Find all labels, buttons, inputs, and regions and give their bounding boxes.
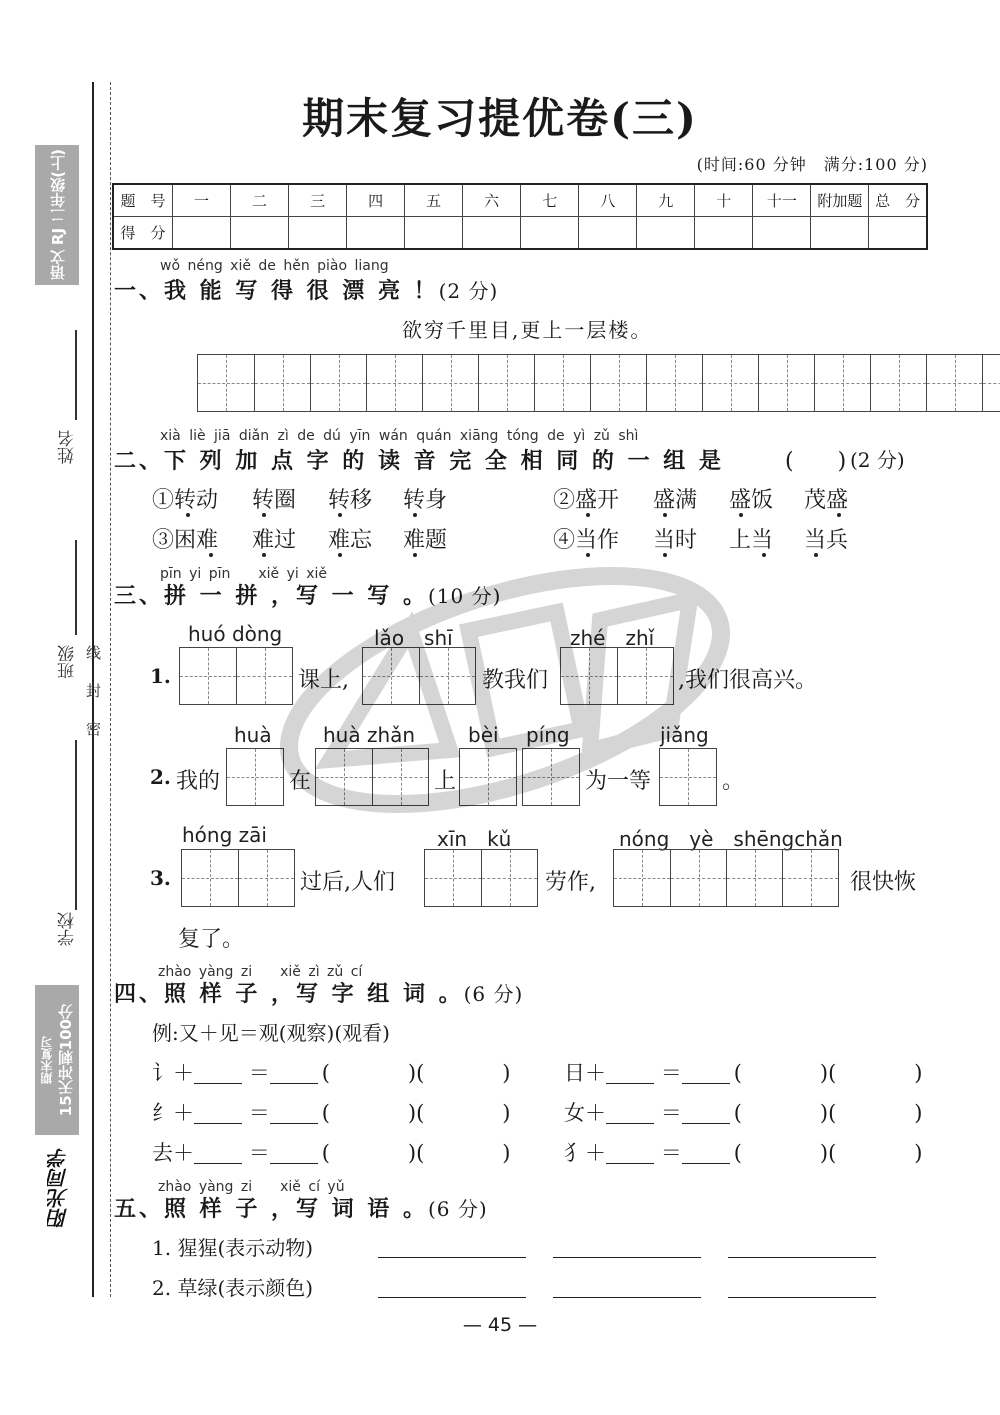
q4-blank-result[interactable] [682, 1103, 730, 1124]
q4-paren-open: ( [321, 1141, 330, 1165]
score-header-cell: 三 [289, 184, 347, 217]
score-cell[interactable] [579, 217, 637, 250]
q4-row [152, 1137, 511, 1167]
q3-l1-grid-1[interactable] [179, 647, 293, 705]
emphasis-dot [814, 553, 818, 557]
q5-heading-text: 五、照 样 子 ，写 词 语 。 [114, 1196, 428, 1222]
seal-char-3: 线 [86, 644, 102, 662]
q3-l2-text-1: 在 [289, 769, 312, 794]
emphasis-dot [338, 513, 342, 517]
grid-cell[interactable] [478, 355, 534, 411]
q4-paren-open: ( [416, 1061, 425, 1085]
grid-cell[interactable] [782, 850, 838, 906]
q4-equals: ＝ [660, 1061, 682, 1085]
q5-heading [114, 1192, 488, 1223]
q3-l2-pinyin-4: píng [526, 723, 570, 747]
q3-l3-pinyin-2: xīn kǔ [437, 827, 512, 851]
name-label: 姓名 [58, 430, 78, 464]
q4-blank-char[interactable] [606, 1103, 654, 1124]
q5-item-2: 2. 草绿(表示颜色) [152, 1276, 314, 1300]
q4-blank-char[interactable] [194, 1143, 242, 1164]
q4-item-label: 纟＋ [152, 1101, 194, 1125]
q2-opt2-a[interactable]: ②盛开 [553, 488, 620, 513]
q4-paren-close: ) [502, 1141, 511, 1165]
page-number: — 45 — [462, 1314, 538, 1336]
q5-item-2-blank-3[interactable] [728, 1297, 876, 1298]
q4-blank-char[interactable] [194, 1103, 242, 1124]
grid-cell[interactable] [366, 355, 422, 411]
emphasis-dot [837, 513, 841, 517]
grid-cell[interactable] [660, 749, 716, 805]
q5-pinyin: zhào yàng zi xiě cí yǔ [158, 1179, 345, 1195]
subject-tab [35, 145, 79, 285]
q4-blank-char[interactable] [606, 1143, 654, 1164]
brand-logo-text: 阳光同学 [46, 1147, 71, 1228]
score-header-cell: 八 [579, 184, 637, 217]
q2-opt3-b: 难过 [252, 528, 297, 553]
q1-writing-grid[interactable] [197, 354, 1000, 412]
q4-blank-result[interactable] [682, 1143, 730, 1164]
q3-l1-grid-3[interactable] [560, 647, 674, 705]
grid-cell[interactable] [614, 850, 670, 906]
q4-paren-open: ( [416, 1101, 425, 1125]
q4-paren-close: ) [407, 1061, 417, 1085]
series-tab [35, 985, 79, 1135]
score-header-cell: 十 [695, 184, 753, 217]
score-header-cell: 总 分 [869, 184, 927, 217]
grid-cell[interactable] [310, 355, 366, 411]
q4-heading-text: 四、照 样 子 ，写 字 组 词 。 [114, 981, 464, 1007]
q3-l2-grid-1[interactable] [226, 748, 284, 806]
q3-l2-prefix: 我的 [176, 769, 221, 794]
score-header-row [113, 184, 927, 217]
grid-cell[interactable] [180, 648, 236, 704]
q2-heading: 二、下 列 加 点 字 的 读 音 完 全 相 同 的 一 组 是 [114, 448, 724, 474]
q4-item-label: 犭＋ [564, 1141, 606, 1165]
q1-poem: 欲穷千里目,更上一层楼。 [402, 318, 653, 342]
q3-l3-pinyin-3: nóng yè shēngchǎn [619, 827, 843, 851]
q4-paren-close: ) [819, 1101, 829, 1125]
q3-l2-pinyin-3: bèi [468, 723, 499, 747]
q3-l1-text-1: 课上, [298, 668, 349, 693]
grid-cell[interactable] [726, 850, 782, 906]
page-title: 期末复习提优卷(三) [302, 94, 698, 143]
score-cell[interactable] [231, 217, 289, 250]
class-label: 班级 [58, 645, 78, 679]
q4-row [564, 1057, 923, 1087]
grid-cell[interactable] [982, 355, 1000, 411]
q2-opt1-a[interactable]: ①转动 [152, 488, 219, 513]
q1-pinyin: wǒ néng xiě de hěn piào liang [160, 258, 389, 274]
grid-cell[interactable] [363, 648, 419, 704]
series-tab-text-2: 15天冲刺100分 [57, 1003, 75, 1117]
q4-paren-close: ) [407, 1141, 417, 1165]
q5-item-1-blank-2[interactable] [553, 1257, 701, 1258]
q5-points: (6 分) [427, 1197, 488, 1221]
emphasis-dot [663, 553, 667, 557]
score-cell[interactable] [521, 217, 579, 250]
q4-blank-result[interactable] [270, 1103, 318, 1124]
grid-cell[interactable] [758, 355, 814, 411]
q4-pinyin: zhào yàng zi xiě zì zǔ cí [158, 964, 363, 980]
grid-cell[interactable] [814, 355, 870, 411]
q4-paren-close: ) [914, 1061, 923, 1085]
q3-l1-pinyin-1: huó dòng [188, 622, 283, 646]
score-header-cell: 六 [463, 184, 521, 217]
grid-cell[interactable] [702, 355, 758, 411]
q4-paren-open: ( [828, 1061, 837, 1085]
score-header-cell: 十一 [753, 184, 811, 217]
score-header-cell: 题 号 [113, 184, 173, 217]
q4-row [152, 1097, 511, 1127]
q3-l2-pinyin-2: huà zhǎn [323, 723, 416, 747]
q5-item-2-blank-2[interactable] [553, 1297, 701, 1298]
q4-equals: ＝ [248, 1141, 270, 1165]
grid-cell[interactable] [617, 648, 673, 704]
score-header-cell: 九 [637, 184, 695, 217]
q2-opt2-c: 盛饭 [729, 488, 774, 513]
grid-cell[interactable] [422, 355, 478, 411]
q3-l1-text-3: ,我们很高兴。 [678, 668, 817, 693]
grid-cell[interactable] [182, 850, 238, 906]
q2-pinyin: xià liè jiā diǎn zì de dú yīn wán quán xiāng tóng de yì zǔ shì [160, 428, 639, 444]
q3-l1-grid-2[interactable] [362, 647, 476, 705]
score-cell[interactable] [463, 217, 521, 250]
q4-blank-result[interactable] [270, 1063, 318, 1084]
q3-l2-number: 2. [150, 765, 171, 789]
emphasis-dot [663, 513, 667, 517]
score-cell[interactable] [637, 217, 695, 250]
school-label: 学校 [58, 912, 78, 946]
grid-cell[interactable] [460, 749, 516, 805]
q2-opt3-d: 难题 [403, 528, 448, 553]
q3-l3-text-3: 很快恢 [850, 870, 917, 895]
q4-row [564, 1137, 923, 1167]
q4-item-label: 女＋ [564, 1101, 606, 1125]
q3-l2-grid-3[interactable] [459, 748, 517, 806]
q3-l3-pinyin-1: hóng zāi [182, 823, 267, 847]
q3-l2-text-4: 。 [722, 769, 745, 794]
q2-opt4-b: 当时 [653, 528, 698, 553]
q3-l2-grid-2[interactable] [315, 748, 429, 806]
grid-cell[interactable] [372, 749, 428, 805]
q4-paren-open: ( [733, 1101, 742, 1125]
score-cell[interactable] [347, 217, 405, 250]
q2-opt3-a[interactable]: ③困难 [152, 528, 219, 553]
grid-cell[interactable] [534, 355, 590, 411]
score-header-cell: 一 [173, 184, 231, 217]
q4-paren-open: ( [828, 1101, 837, 1125]
emphasis-dot [209, 553, 213, 557]
q5-item-1-blank-1[interactable] [378, 1257, 526, 1258]
score-table [112, 183, 928, 250]
q4-heading [114, 977, 523, 1008]
q2-opt1-b: 转圈 [252, 488, 297, 513]
q2-opt3-c: 难忘 [328, 528, 373, 553]
seal-char-1: 密 [86, 720, 102, 738]
q4-blank-result[interactable] [682, 1063, 730, 1084]
q3-heading-text: 三、拼 一 拼 ，写 一 写 。 [114, 583, 428, 609]
score-cell[interactable] [173, 217, 231, 250]
emphasis-dot [762, 553, 766, 557]
q3-l3-grid-1[interactable] [181, 849, 295, 907]
q4-equals: ＝ [660, 1141, 682, 1165]
score-row-label: 得 分 [113, 217, 173, 250]
q4-paren-open: ( [416, 1141, 425, 1165]
q3-l2-text-2: 上 [434, 769, 457, 794]
q3-l2-grid-4[interactable] [522, 748, 580, 806]
q5-item-2-blank-1[interactable] [378, 1297, 526, 1298]
q1-heading [114, 274, 498, 305]
q4-equals: ＝ [248, 1061, 270, 1085]
q3-l3-text-2: 劳作, [545, 870, 596, 895]
grid-cell[interactable] [523, 749, 579, 805]
q2-opt1-d: 转身 [403, 488, 448, 513]
score-cell[interactable] [695, 217, 753, 250]
grid-cell[interactable] [227, 749, 283, 805]
score-value-row [113, 217, 927, 250]
q3-l1-pinyin-2: lǎo shī [374, 626, 453, 650]
grid-cell[interactable] [646, 355, 702, 411]
q2-answer-paren[interactable]: ( ) [785, 449, 847, 474]
grid-cell[interactable] [670, 850, 726, 906]
q4-paren-open: ( [733, 1141, 742, 1165]
emphasis-dot [186, 513, 190, 517]
grid-cell[interactable] [561, 648, 617, 704]
score-header-cell: 五 [405, 184, 463, 217]
q3-heading [114, 579, 501, 610]
q3-l2-grid-5[interactable] [659, 748, 717, 806]
q3-l1-number: 1. [150, 664, 171, 688]
score-cell[interactable] [405, 217, 463, 250]
q4-paren-close: ) [819, 1141, 829, 1165]
q4-equals: ＝ [248, 1101, 270, 1125]
q4-paren-open: ( [321, 1061, 330, 1085]
emphasis-dot [739, 513, 743, 517]
q4-item-label: 日＋ [564, 1061, 606, 1085]
grid-cell[interactable] [316, 749, 372, 805]
q4-points: (6 分) [463, 982, 524, 1006]
q4-paren-open: ( [733, 1061, 742, 1085]
score-cell[interactable] [811, 217, 869, 250]
q1-heading-text: 一、我 能 写 得 很 漂 亮 ！ [114, 278, 439, 304]
cut-line [110, 82, 111, 1297]
grid-cell[interactable] [481, 850, 537, 906]
q4-blank-result[interactable] [270, 1143, 318, 1164]
grid-cell[interactable] [236, 648, 292, 704]
grid-cell[interactable] [419, 648, 475, 704]
q2-points: (2 分) [850, 448, 905, 472]
score-cell[interactable] [869, 217, 927, 250]
grid-cell[interactable] [198, 355, 254, 411]
q4-paren-close: ) [819, 1061, 829, 1085]
score-header-cell: 二 [231, 184, 289, 217]
q4-paren-close: ) [914, 1141, 923, 1165]
q2-opt2-d: 茂盛 [804, 488, 849, 513]
emphasis-dot [586, 513, 590, 517]
q3-l3-grid-3[interactable] [613, 849, 839, 907]
school-line [75, 740, 77, 910]
q3-l1-pinyin-3: zhé zhǐ [570, 626, 655, 650]
class-line [75, 540, 77, 635]
q3-l3-text-1: 过后,人们 [300, 870, 395, 895]
q3-points: (10 分) [427, 584, 502, 608]
q4-item-label: 去＋ [152, 1141, 194, 1165]
q4-paren-close: ) [502, 1101, 511, 1125]
score-header-cell: 七 [521, 184, 579, 217]
q5-item-1: 1. 猩猩(表示动物) [152, 1236, 314, 1260]
seal-char-2: 封 [86, 682, 102, 700]
q3-l3-number: 3. [150, 866, 171, 890]
emphasis-dot [338, 553, 342, 557]
q4-paren-open: ( [828, 1141, 837, 1165]
q4-example: 例:又＋见＝观(观察)(观看) [152, 1021, 390, 1045]
q3-l2-pinyin-1: huà [234, 723, 272, 747]
emphasis-dot [586, 553, 590, 557]
series-tab-text-1: 期末复习 [40, 1036, 54, 1084]
q3-l2-pinyin-5: jiǎng [660, 723, 709, 747]
grid-cell[interactable] [590, 355, 646, 411]
exam-info: (时间:60 分钟 满分:100 分) [696, 155, 928, 174]
q5-item-1-blank-3[interactable] [728, 1257, 876, 1258]
score-cell[interactable] [753, 217, 811, 250]
grid-cell[interactable] [926, 355, 982, 411]
q4-paren-close: ) [407, 1101, 417, 1125]
q2-opt2-b: 盛满 [653, 488, 698, 513]
q2-opt4-a[interactable]: ④当作 [553, 528, 620, 553]
score-cell[interactable] [289, 217, 347, 250]
score-header-cell: 四 [347, 184, 405, 217]
q4-paren-close: ) [914, 1101, 923, 1125]
q4-item-label: 讠＋ [152, 1061, 194, 1085]
q2-opt1-c: 转移 [328, 488, 373, 513]
subject-tab-text: 语文 RJ 二年级(上) [48, 149, 67, 281]
brand-logo [38, 1140, 78, 1235]
name-line [75, 330, 77, 420]
q2-opt4-c: 上当 [729, 528, 774, 553]
grid-cell[interactable] [425, 850, 481, 906]
q3-pinyin: pīn yi pīn xiě yi xiě [160, 566, 328, 582]
q3-l2-text-3: 为一等 [585, 769, 652, 794]
q4-equals: ＝ [660, 1101, 682, 1125]
q4-paren-close: ) [502, 1061, 511, 1085]
grid-cell[interactable] [870, 355, 926, 411]
q4-row [152, 1057, 511, 1087]
q4-blank-char[interactable] [606, 1063, 654, 1084]
emphasis-dot [262, 553, 266, 557]
q3-l3-grid-2[interactable] [424, 849, 538, 907]
grid-cell[interactable] [254, 355, 310, 411]
grid-cell[interactable] [238, 850, 294, 906]
emphasis-dot [413, 553, 417, 557]
emphasis-dot [413, 513, 417, 517]
q1-points: (2 分) [438, 279, 499, 303]
q3-l3-text-4: 复了。 [178, 927, 245, 952]
q2-opt4-d: 当兵 [804, 528, 849, 553]
q4-row [564, 1097, 923, 1127]
q4-blank-char[interactable] [194, 1063, 242, 1084]
q3-l1-text-2: 教我们 [482, 668, 549, 693]
q4-paren-open: ( [321, 1101, 330, 1125]
emphasis-dot [262, 513, 266, 517]
score-header-cell: 附加题 [811, 184, 869, 217]
